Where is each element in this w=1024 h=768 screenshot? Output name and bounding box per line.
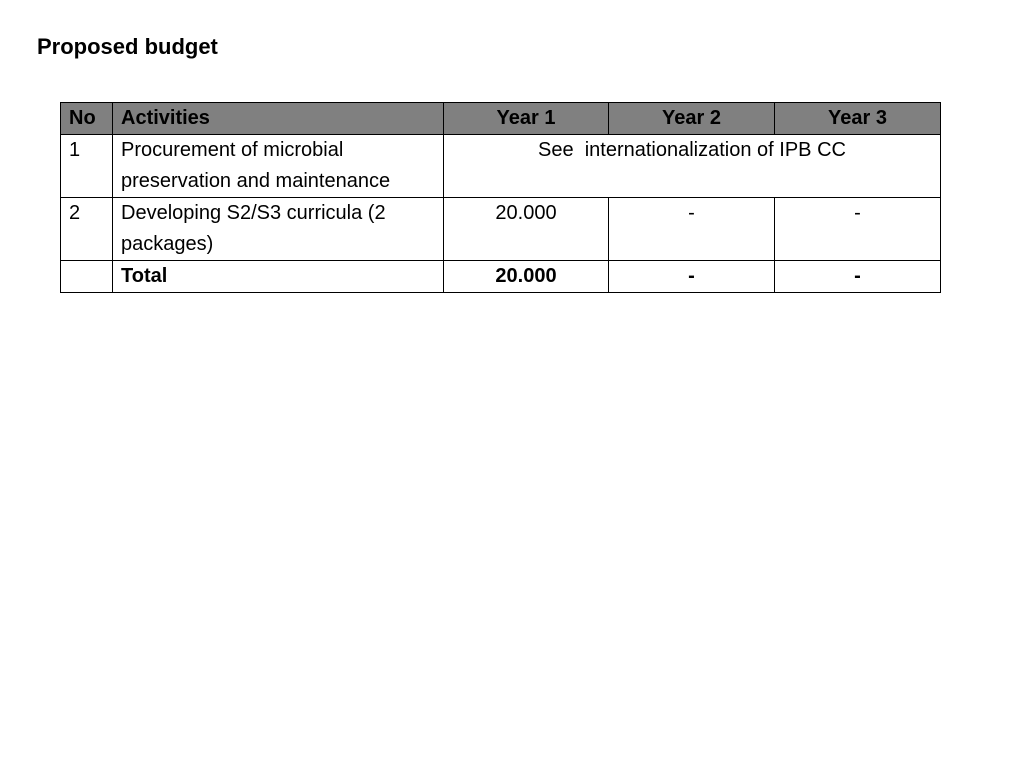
header-year-3: Year 3 xyxy=(775,103,941,135)
header-year-1: Year 1 xyxy=(444,103,609,135)
row-no: 2 xyxy=(61,198,113,261)
header-no: No xyxy=(61,103,113,135)
header-year-2: Year 2 xyxy=(609,103,775,135)
total-label: Total xyxy=(113,261,444,293)
budget-table xyxy=(60,102,941,293)
row-no: 1 xyxy=(61,135,113,198)
row-activity: Developing S2/S3 curricula (2 packages) xyxy=(113,198,444,261)
merged-note-cell: See internationalization of IPB CC xyxy=(444,135,941,198)
header-activities: Activities xyxy=(113,103,444,135)
row-year-3: - xyxy=(775,198,941,261)
table-row xyxy=(61,135,941,198)
table-header-row xyxy=(61,103,941,135)
row-year-1: 20.000 xyxy=(444,198,609,261)
total-row xyxy=(61,261,941,293)
row-activity: Procurement of microbial preservation and maintenance xyxy=(113,135,444,198)
total-year-1: 20.000 xyxy=(444,261,609,293)
page-title: Proposed budget xyxy=(37,34,218,59)
table-row xyxy=(61,198,941,261)
row-year-2: - xyxy=(609,198,775,261)
total-year-3: - xyxy=(775,261,941,293)
total-no xyxy=(61,261,113,293)
total-year-2: - xyxy=(609,261,775,293)
